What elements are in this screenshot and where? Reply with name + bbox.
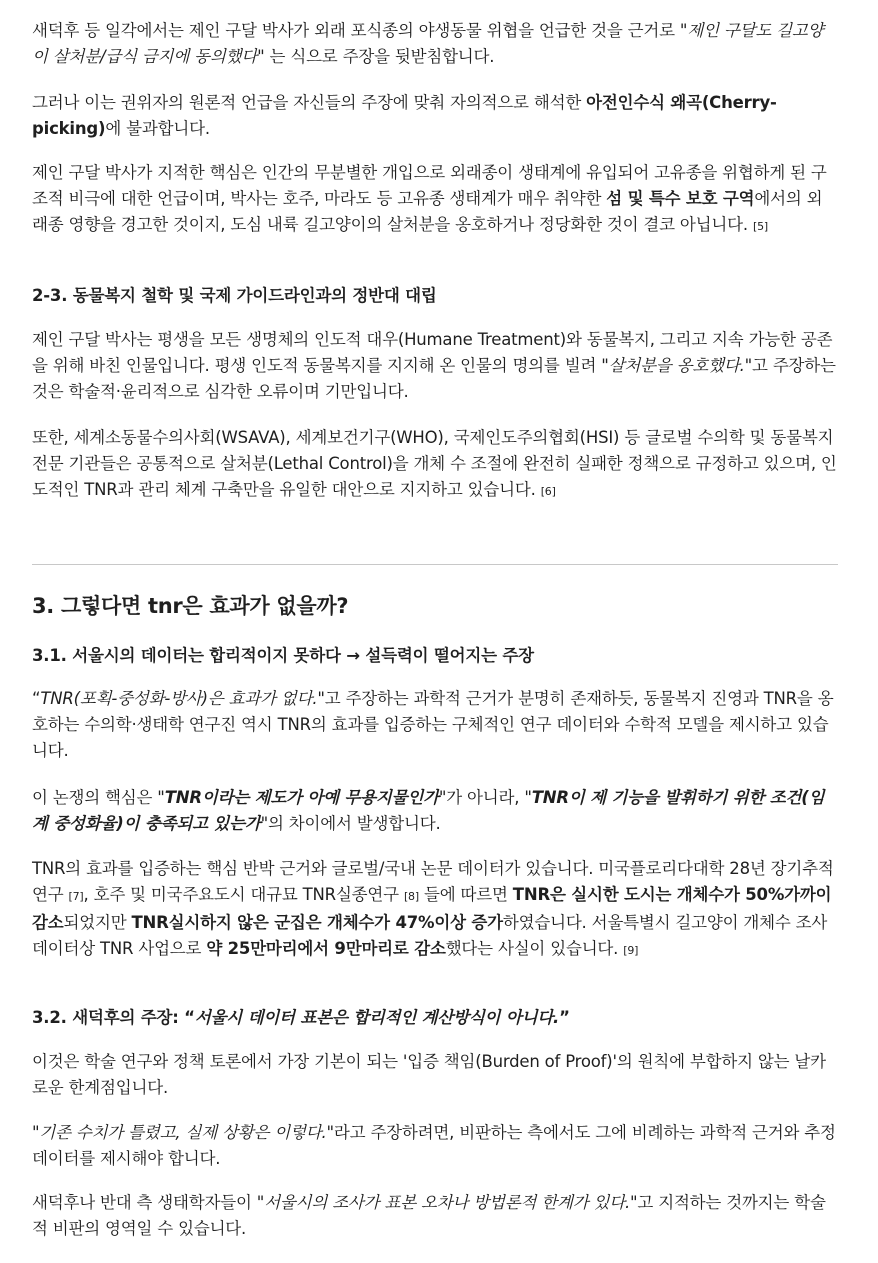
reference-link[interactable]: [7] <box>68 890 84 903</box>
text-run: 이 논쟁의 핵심은 " <box>32 788 165 807</box>
reference-link[interactable]: [9] <box>623 944 639 957</box>
paragraph-10 <box>32 1120 838 1172</box>
paragraph-9: 이것은 학술 연구와 정책 토론에서 가장 기본이 되는 '입증 책임(Burden of Proof)'의 원칙에 부합하지 않는 날카로운 한계점입니다. <box>32 1052 826 1097</box>
italic-quote: 제인 구달도 길고양이 살처분/급식 금지에 동의했다 <box>32 21 824 66</box>
text-run: 에서의 외래종 영향을 경고한 것이지, 도심 내륙 길고양이의 살처분을 옹호하거나 정당화한 것이 결코 아닙니다. <box>32 189 823 234</box>
text-run: 또한, 세계소동물수의사회(WSAVA), 세계보건기구(WHO), 국제인도주의협회(HSI) 등 글로벌 수의학 및 동물복지 전문 기관들은 공통적으로 살처분(Lethal Control)을 개체 수 조절에 완전히 실패한 정책으로 규정하고 있으며, 인도적인 TNR과 관리 체계 구축만을 유일한 대안으로 지지하고 있습니다. <box>32 428 837 499</box>
text-run: "라고 주장하려면, 비판하는 측에서도 그에 비례하는 과학적 근거와 추정 데이터를 제시해야 합니다. <box>32 1123 836 1168</box>
bold-italic-quote: TNR이라는 제도가 아예 무용지물인가 <box>164 788 439 807</box>
paragraph-1 <box>32 18 838 70</box>
italic-quote: TNR(포획-중성화-방사)은 효과가 없다. <box>40 689 318 708</box>
text-run: 제인 구달 박사가 지적한 핵심은 인간의 무분별한 개입으로 외래종이 생태계에 유입되어 고유종을 위협하게 된 구조적 비극에 대한 언급이며, 박사는 호주, 마라도 등 고유종 생태계가 매우 취약한 <box>32 163 827 208</box>
paragraph-8 <box>32 856 838 964</box>
bold-phrase: 약 25만마리에서 9만마리로 감소 <box>206 939 446 958</box>
bold-phrase: 아전인수식 왜곡(Cherry-picking) <box>32 93 777 138</box>
paragraph-11 <box>32 1190 838 1242</box>
paragraph-6 <box>32 686 838 764</box>
text-run: 에 불과합니다. <box>105 119 210 138</box>
text-run: 그러나 이는 권위자의 원론적 언급을 자신들의 주장에 맞춰 자의적으로 해석한 <box>32 93 587 112</box>
text-run: 했다는 사실이 있습니다. <box>445 939 624 958</box>
text-run: 제인 구달 박사는 평생을 모든 생명체의 인도적 대우(Humane Treatment)와 동물복지, 그리고 지속 가능한 공존을 위해 바친 인물입니다. 평생 인도적 동물복지를 지지해 온 인물의 명의를 빌려 " <box>32 330 833 375</box>
bold-phrase: TNR은 실시한 도시는 개체수가 50%가까이 감소 <box>32 885 832 932</box>
italic-quote: 서울시의 조사가 표본 오차나 방법론적 한계가 있다. <box>264 1193 631 1212</box>
text-run: 되었지만 <box>63 913 132 932</box>
text-run: 하였습니다. 서울특별시 길고양이 개체수 조사데이터상 TNR 사업으로 <box>32 913 828 958</box>
text-run: "고 주장하는 과학적 근거가 분명히 존재하듯, 동물복지 진영과 TNR을 옹호하는 수의학·생태학 연구진 역시 TNR의 효과를 입증하는 구체적인 연구 데이터와 수학적 모델을 제시하고 있습니다. <box>32 689 834 760</box>
text-run: " 는 식으로 주장을 뒷받침합니다. <box>257 47 495 66</box>
section-heading-3-1: 3.1. 서울시의 데이터는 합리적이지 못하다 → 설득력이 떨어지는 주장 <box>32 646 534 665</box>
text-run: " <box>32 1123 40 1142</box>
text-run: "의 차이에서 발생합니다. <box>260 814 441 833</box>
italic-quote: 기존 수치가 틀렸고, 실제 상황은 이렇다. <box>39 1123 327 1142</box>
paragraph-3 <box>32 160 838 240</box>
paragraph-7 <box>32 785 838 837</box>
text-run: , 호주 및 미국주요도시 대규묘 TNR실종연구 <box>83 885 404 904</box>
section-heading-3: 3. 그렇다면 tnr은 효과가 없을까? <box>32 594 349 618</box>
horizontal-divider <box>32 564 838 565</box>
reference-link[interactable]: [6] <box>540 485 556 498</box>
text-run: 들에 따르면 <box>418 885 513 904</box>
bold-phrase: 섬 및 특수 보호 구역 <box>606 189 755 208</box>
text-run: 새덕후 등 일각에서는 제인 구달 박사가 외래 포식종의 야생동물 위협을 언급한 것을 근거로 " <box>32 21 688 40</box>
paragraph-4 <box>32 327 838 405</box>
text-run: 새덕후나 반대 측 생태학자들이 " <box>32 1193 265 1212</box>
reference-link[interactable]: [5] <box>752 220 768 233</box>
text-run: "고 지적하는 것까지는 학술적 비판의 영역일 수 있습니다. <box>32 1193 826 1238</box>
text-run: TNR의 효과를 입증하는 핵심 반박 근거와 글로벌/국내 논문 데이터가 있습니다. 미국플로리다대학 28년 장기추적연구 <box>32 859 834 904</box>
bold-phrase: TNR실시하지 않은 군집은 개체수가 47%이상 증가 <box>131 913 503 932</box>
reference-link[interactable]: [8] <box>403 890 419 903</box>
heading-text: ” <box>559 1008 570 1027</box>
italic-quote: 살처분을 옹호했다. <box>608 356 745 375</box>
text-run: “ <box>32 689 41 708</box>
section-heading-3-2 <box>32 1005 838 1031</box>
heading-italic-quote: 서울시 데이터 표본은 합리적인 계산방식이 아니다. <box>194 1008 560 1027</box>
bold-italic-quote: TNR이 제 기능을 발휘하기 위한 조건(임계 중성화율)이 충족되고 있는가 <box>32 788 825 833</box>
heading-text: 3.2. 새덕후의 주장: “ <box>32 1008 195 1027</box>
paragraph-2 <box>32 90 838 142</box>
section-heading-2-3: 2-3. 동물복지 철학 및 국제 가이드라인과의 정반대 대립 <box>32 286 437 305</box>
paragraph-5 <box>32 425 838 505</box>
text-run: "가 아니라, " <box>438 788 532 807</box>
text-run: "고 주장하는 것은 학술적·윤리적으로 심각한 오류이며 기만입니다. <box>32 356 836 401</box>
